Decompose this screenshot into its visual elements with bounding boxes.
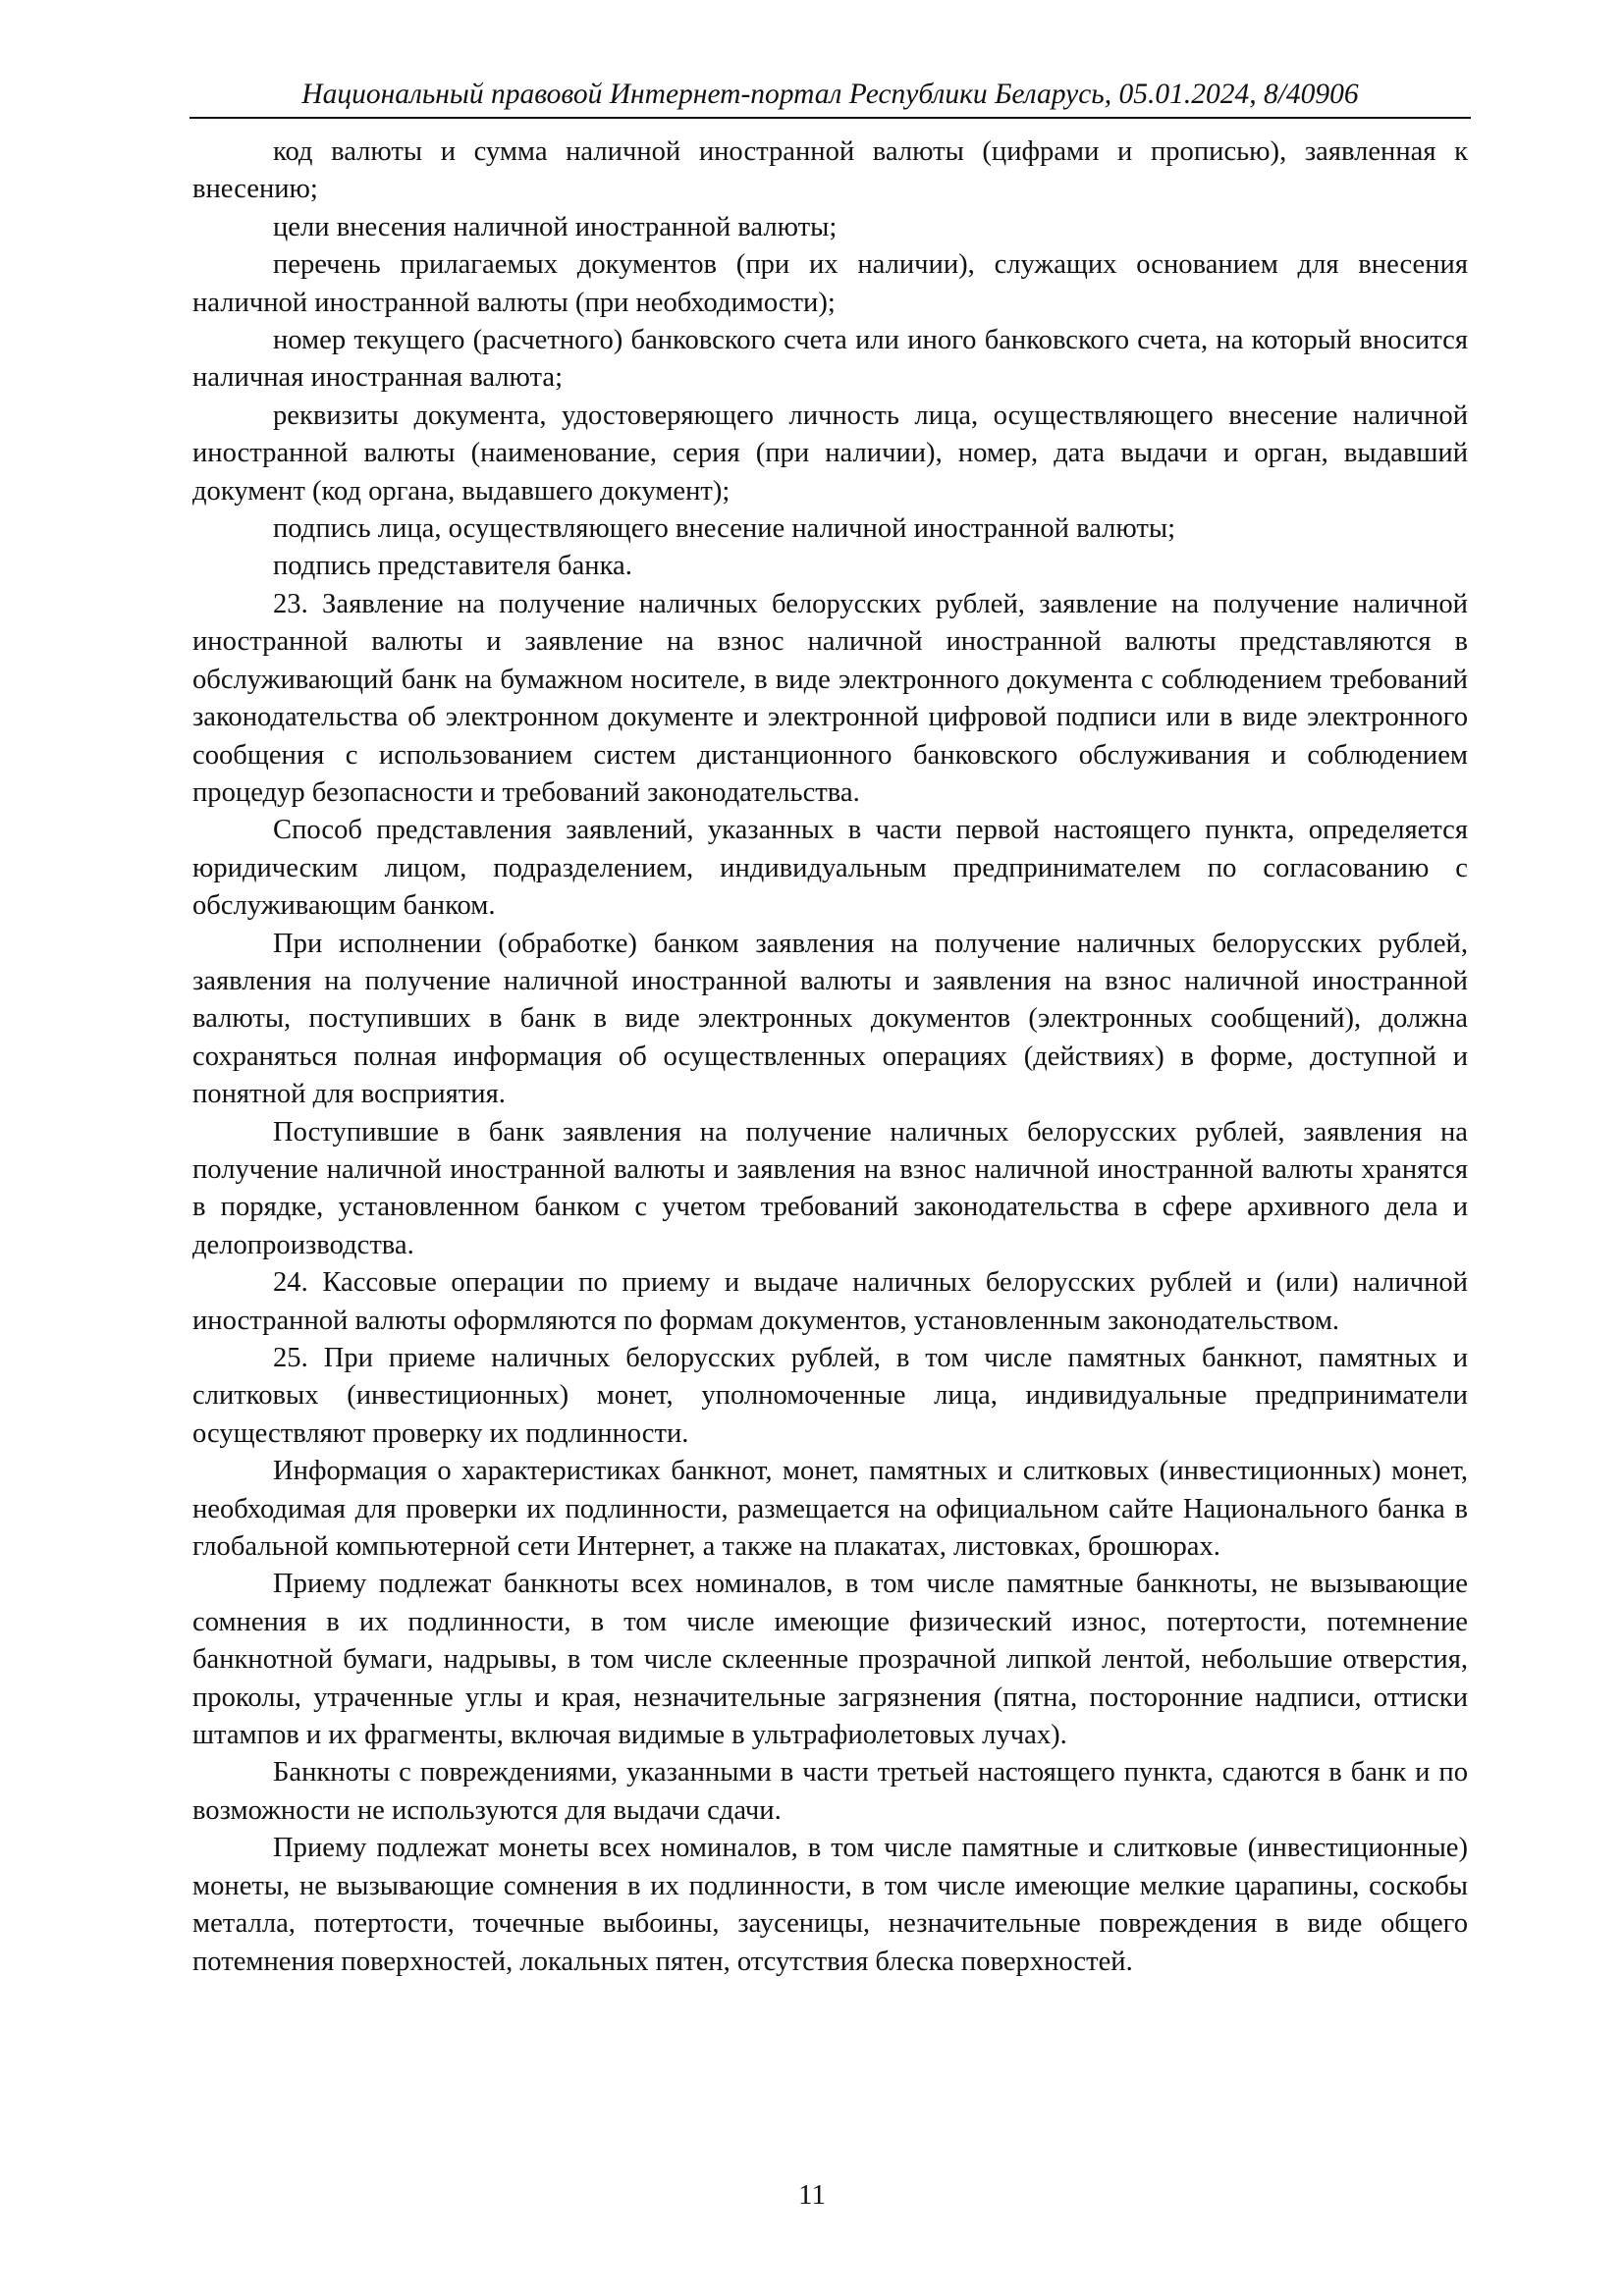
paragraph: Приему подлежат монеты всех номиналов, в том числе памятные и слитковые (инвестиционные) монеты, не вызывающие сомнения в их подлинности, в том числе имеющие мелкие царапины, соскобы металла, потертости, точечные выбоины, заусеницы, незначительные повреждения в виде общего потемнения поверхностей, локальных пятен, отсутствия блеска поверхностей. — [192, 1833, 1468, 1977]
paragraph: При исполнении (обработке) банком заявления на получение наличных белорусских рублей, заявления на получение наличной иностранной валюты и заявления на взнос наличной иностранной валюты, поступивших в банк в виде электронных документов (электронных сообщений), должна сохраняться полная информация об осуществленных операциях (действиях) в форме, доступной и понятной для восприятия. — [192, 928, 1468, 1110]
paragraph: номер текущего (расчетного) банковского счета или иного банковского счета, на который вносится наличная иностранная валюта; — [192, 325, 1468, 394]
paragraph: Приему подлежат банкноты всех номиналов, в том числе памятные банкноты, не вызывающие сомнения в их подлинности, в том числе имеющие физический износ, потертости, потемнение банкнотной бумаги, надрывы, в том числе склеенные прозрачной липкой лентой, небольшие отверстия, проколы, утраченные углы и края, незначительные загрязнения (пятна, посторонние надписи, оттиски штампов и их фрагменты, включая видимые в ультрафиолетовых лучах). — [192, 1569, 1468, 1751]
paragraph: подпись представителя банка. — [273, 551, 632, 582]
paragraph: Способ представления заявлений, указанных в части первой настоящего пункта, определяется юридическим лицом, подразделением, индивидуальным предпринимателем по согласованию с обслуживающим банком. — [192, 815, 1468, 922]
page-header: Национальный правовой Интернет-портал Республики Беларусь, 05.01.2024, 8/40906 — [301, 79, 1359, 110]
paragraph: Банкноты с повреждениями, указанными в части третьей настоящего пункта, сдаются в банк и по возможности не используются для выдачи сдачи. — [192, 1757, 1468, 1826]
paragraph: перечень прилагаемых документов (при их наличии), служащих основанием для внесения наличной иностранной валюты (при необходимости); — [192, 249, 1468, 318]
paragraph: код валюты и сумма наличной иностранной валюты (цифрами и прописью), заявленная к внесению; — [192, 136, 1468, 205]
paragraph-item-24: 24. Кассовые операции по приему и выдаче наличных белорусских рублей и (или) наличной иностранной валюты оформляются по формам документов, установленным законодательством. — [192, 1267, 1468, 1336]
paragraph: Поступившие в банк заявления на получение наличных белорусских рублей, заявления на получение наличной иностранной валюты и заявления на взнос наличной иностранной валюты хранятся в порядке, установленном банком с учетом требований законодательства в сфере архивного дела и делопроизводства. — [192, 1116, 1468, 1260]
paragraph: цели внесения наличной иностранной валюты; — [273, 211, 838, 242]
paragraph: подпись лица, осуществляющего внесение наличной иностранной валюты; — [273, 513, 1176, 545]
paragraph: Информация о характеристиках банкнот, монет, памятных и слитковых (инвестиционных) монет, необходимая для проверки их подлинности, размещается на официальном сайте Национального банка в глобальной компьютерной сети Интернет, а также на плакатах, листовках, брошюрах. — [192, 1456, 1468, 1563]
paragraph-item-25: 25. При приеме наличных белорусских рублей, в том числе памятных банкнот, памятных и слитковых (инвестиционных) монет, уполномоченные лица, индивидуальные предприниматели осуществляют проверку их подлинности. — [192, 1343, 1468, 1449]
paragraph-item-23: 23. Заявление на получение наличных белорусских рублей, заявление на получение наличной иностранной валюты и заявление на взнос наличной иностранной валюты представляются в обслуживающий банк на бумажном носителе, в виде электронного документа с соблюдением требований законодательства об электронном документе и электронной цифровой подписи или в виде электронного сообщения с использованием систем дистанционного банковского обслуживания и соблюдением процедур безопасности и требований законодательства. — [192, 588, 1468, 808]
header-divider — [189, 117, 1471, 119]
document-body — [192, 133, 1468, 1981]
page-number: 11 — [798, 2179, 826, 2211]
paragraph: реквизиты документа, удостоверяющего личность лица, осуществляющего внесение наличной иностранной валюты (наименование, серия (при наличии), номер, дата выдачи и орган, выдавший документ (код органа, выдавшего документ); — [192, 400, 1468, 507]
